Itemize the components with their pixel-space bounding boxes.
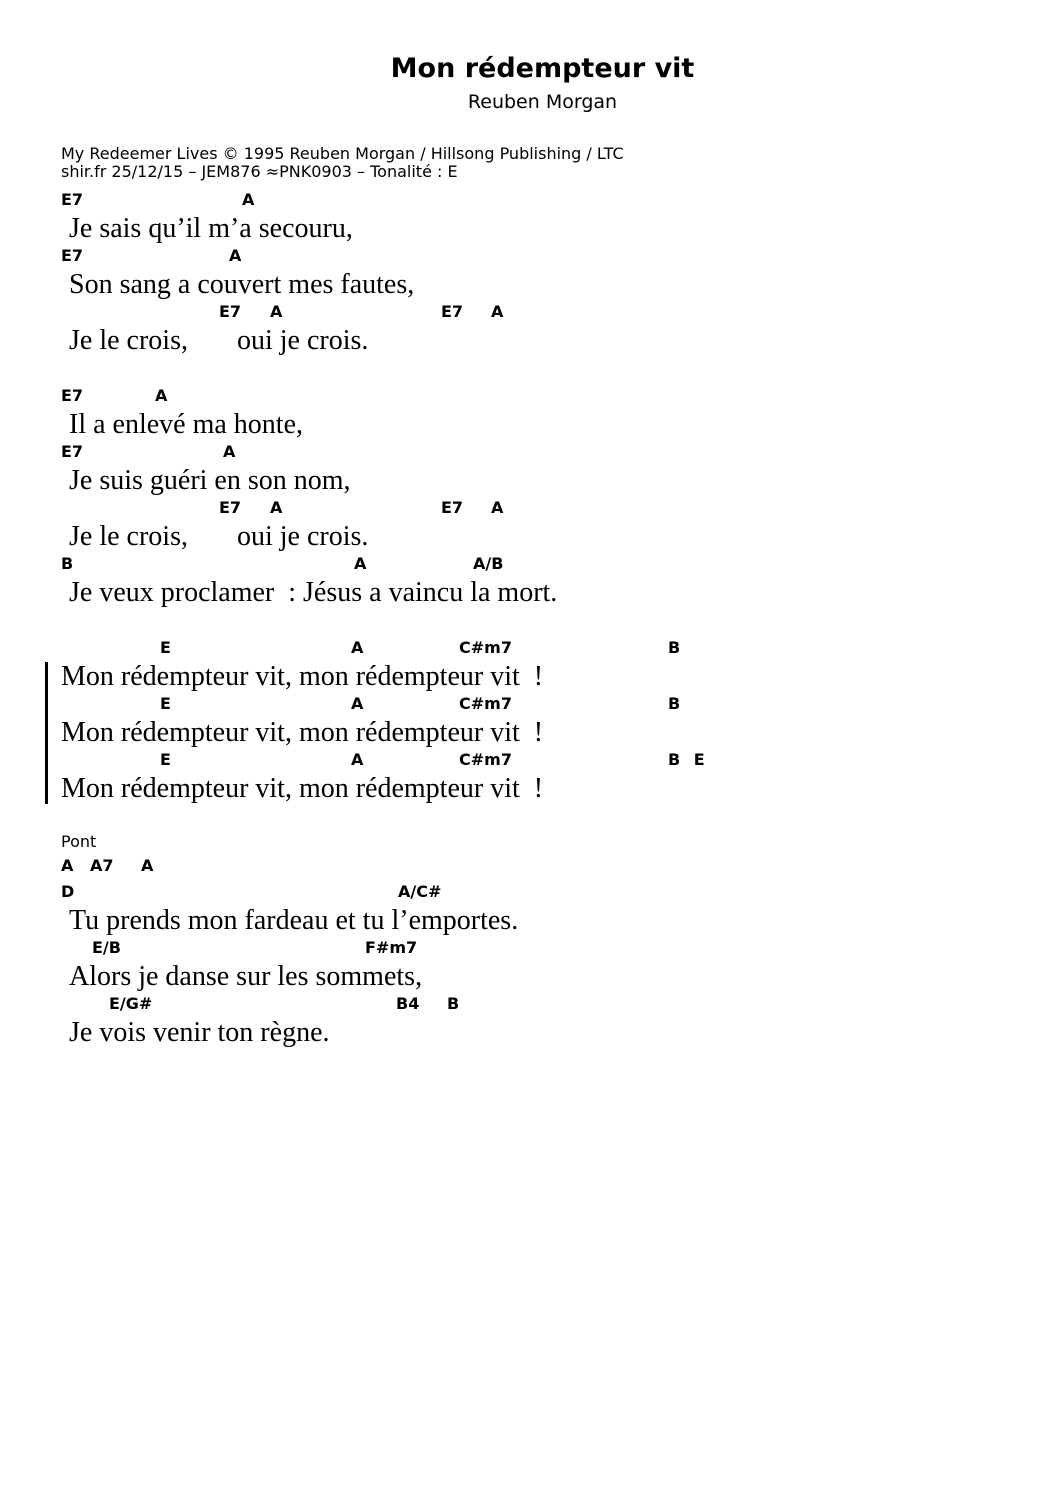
- chord: A: [270, 498, 283, 517]
- reference-line: shir.fr 25/12/15 – JEM876 ≈PNK0903 – Tonalité : E: [61, 162, 458, 181]
- chord: B: [447, 994, 460, 1013]
- chord: A: [61, 856, 74, 875]
- verse-2: [61, 386, 557, 610]
- lyric-line: Son sang a couvert mes fautes,: [69, 269, 415, 300]
- bridge: [61, 856, 518, 1050]
- chord: A/B: [473, 554, 504, 573]
- lyric-line: Mon rédempteur vit, mon rédempteur vit !: [61, 773, 544, 804]
- chord: A: [242, 190, 255, 209]
- chord: E7: [61, 442, 84, 461]
- chord: A: [354, 554, 367, 573]
- chord: A: [351, 638, 364, 657]
- chord: E7: [441, 498, 464, 517]
- lyric-line: Je le crois, oui je crois.: [69, 325, 369, 356]
- chord-line: [61, 694, 681, 716]
- chord: E7: [441, 302, 464, 321]
- chord: C#m7: [459, 694, 512, 713]
- chord: E7: [61, 246, 84, 265]
- chord: E7: [61, 386, 84, 405]
- chord-line: [61, 190, 414, 212]
- chord: E/G#: [109, 994, 153, 1013]
- chord: E/B: [92, 938, 121, 957]
- chord: A7: [90, 856, 114, 875]
- chord: D: [61, 882, 75, 901]
- chord: A: [270, 302, 283, 321]
- chord-line: [61, 856, 518, 878]
- verse-1: [61, 190, 504, 358]
- chord: B: [61, 554, 74, 573]
- chord: B E: [668, 750, 705, 769]
- chord: A: [141, 856, 154, 875]
- chord: A: [491, 302, 504, 321]
- section-label: Pont: [61, 832, 97, 851]
- copyright-line: My Redeemer Lives © 1995 Reuben Morgan / Hillsong Publishing / LTC: [61, 144, 624, 163]
- chord-line: [61, 750, 705, 772]
- chord: A: [351, 750, 364, 769]
- chord-line: [61, 878, 518, 904]
- chord-line: [61, 994, 518, 1016]
- chord: A/C#: [398, 882, 442, 901]
- lyric-line: Je sais qu’il m’a secouru,: [69, 213, 353, 244]
- chorus-bar: [45, 662, 48, 804]
- lyric-line: Je suis guéri en son nom,: [69, 465, 351, 496]
- song-author: Reuben Morgan: [467, 91, 618, 113]
- chord-line: [61, 442, 557, 464]
- chord: E: [160, 694, 171, 713]
- chorus: [61, 638, 705, 806]
- lyric-line: Mon rédempteur vit, mon rédempteur vit !: [61, 661, 544, 692]
- chord-line: [61, 302, 504, 324]
- chord: F#m7: [365, 938, 418, 957]
- chord-line: [61, 638, 681, 660]
- chord-line: [61, 386, 557, 408]
- lyric-line: Mon rédempteur vit, mon rédempteur vit !: [61, 717, 544, 748]
- chord: E: [160, 750, 171, 769]
- chord: E7: [219, 302, 242, 321]
- chord: C#m7: [459, 750, 512, 769]
- chord: E: [160, 638, 171, 657]
- lyric-line: Tu prends mon fardeau et tu l’emportes.: [69, 905, 519, 936]
- chord: A: [155, 386, 168, 405]
- lyric-line: Je vois venir ton règne.: [69, 1017, 330, 1048]
- lyric-line: Il a enlevé ma honte,: [69, 409, 304, 440]
- chord: C#m7: [459, 638, 512, 657]
- chord: A: [223, 442, 236, 461]
- lyric-line: Alors je danse sur les sommets,: [69, 961, 423, 992]
- chord-line: [61, 938, 518, 960]
- lyric-line: Je veux proclamer : Jésus a vaincu la mort.: [69, 577, 558, 608]
- chord: B4: [396, 994, 420, 1013]
- chord-line: [61, 246, 414, 268]
- chord-line: [61, 554, 557, 576]
- chord: B: [668, 638, 681, 657]
- chord: B: [668, 694, 681, 713]
- chord: A: [229, 246, 242, 265]
- lyric-line: Je le crois, oui je crois.: [69, 521, 369, 552]
- song-title: Mon rédempteur vit: [390, 53, 695, 84]
- chord: A: [351, 694, 364, 713]
- chord-line: [61, 498, 557, 520]
- chord: A: [491, 498, 504, 517]
- chord: E7: [61, 190, 84, 209]
- chord: E7: [219, 498, 242, 517]
